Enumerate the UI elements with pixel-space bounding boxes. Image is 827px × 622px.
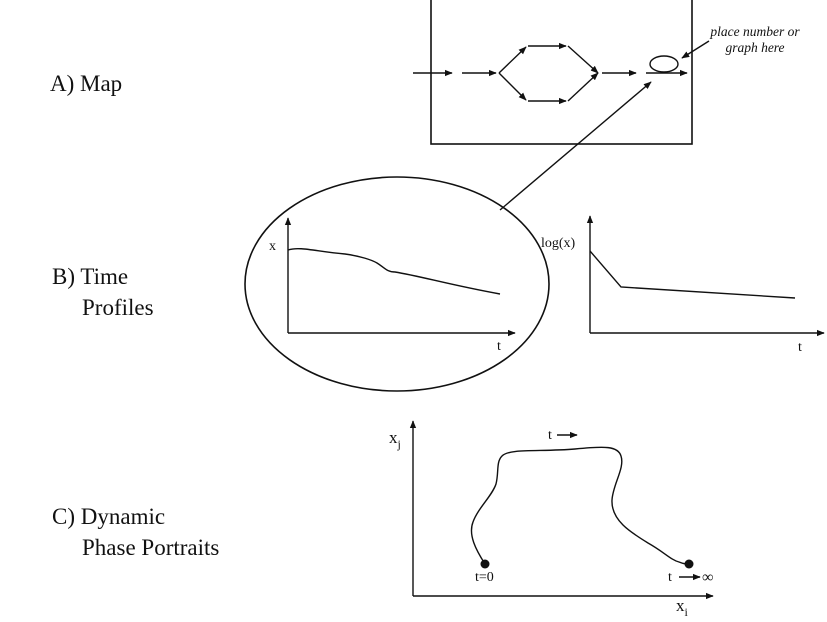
map-annotation-line1: place number or	[710, 24, 800, 39]
map-branch-lower-in	[499, 73, 526, 100]
section-b-line2: Profiles	[82, 295, 154, 320]
phase-xlabel-sub: i	[684, 605, 688, 619]
zoom-ellipse	[245, 177, 549, 391]
section-b-line1: B) Time	[52, 264, 129, 289]
section-c-line1: C) Dynamic	[52, 504, 166, 529]
phase-ylabel-sub: j	[397, 437, 401, 451]
phase-xlabel	[676, 596, 689, 619]
annotation-pointer-arrow	[682, 41, 709, 58]
section-a-text: A) Map	[50, 71, 123, 96]
phase-trajectory	[471, 447, 689, 564]
phase-start-point	[481, 560, 490, 569]
time-profile-right	[590, 216, 824, 333]
map-branch-upper-out	[568, 46, 598, 73]
right-profile-ylabel: log(x)	[541, 236, 576, 251]
phase-end-symbol: ∞	[702, 569, 714, 586]
right-profile-xlabel: t	[798, 340, 802, 355]
map-frame	[431, 0, 692, 144]
map-annotation-line2: graph here	[725, 40, 785, 55]
phase-ylabel-base: x	[389, 428, 398, 447]
phase-xlabel-base: x	[676, 596, 685, 615]
phase-end-point	[685, 560, 694, 569]
phase-start-label: t=0	[475, 570, 494, 585]
map-output-node	[650, 56, 678, 72]
left-profile-curve	[288, 249, 500, 294]
section-c-line2: Phase Portraits	[82, 535, 220, 560]
left-profile-ylabel: x	[269, 239, 276, 254]
phase-end-label: t	[668, 570, 672, 585]
phase-direction-label: t	[548, 428, 552, 443]
zoom-link-arrow	[500, 82, 651, 210]
map-branch-upper-in	[499, 47, 526, 73]
right-profile-curve	[590, 251, 795, 298]
map-branch-lower-out	[568, 73, 598, 101]
map-diagram	[413, 0, 709, 210]
phase-ylabel	[389, 428, 401, 451]
left-profile-xlabel: t	[497, 339, 501, 354]
time-profile-left	[288, 218, 515, 333]
